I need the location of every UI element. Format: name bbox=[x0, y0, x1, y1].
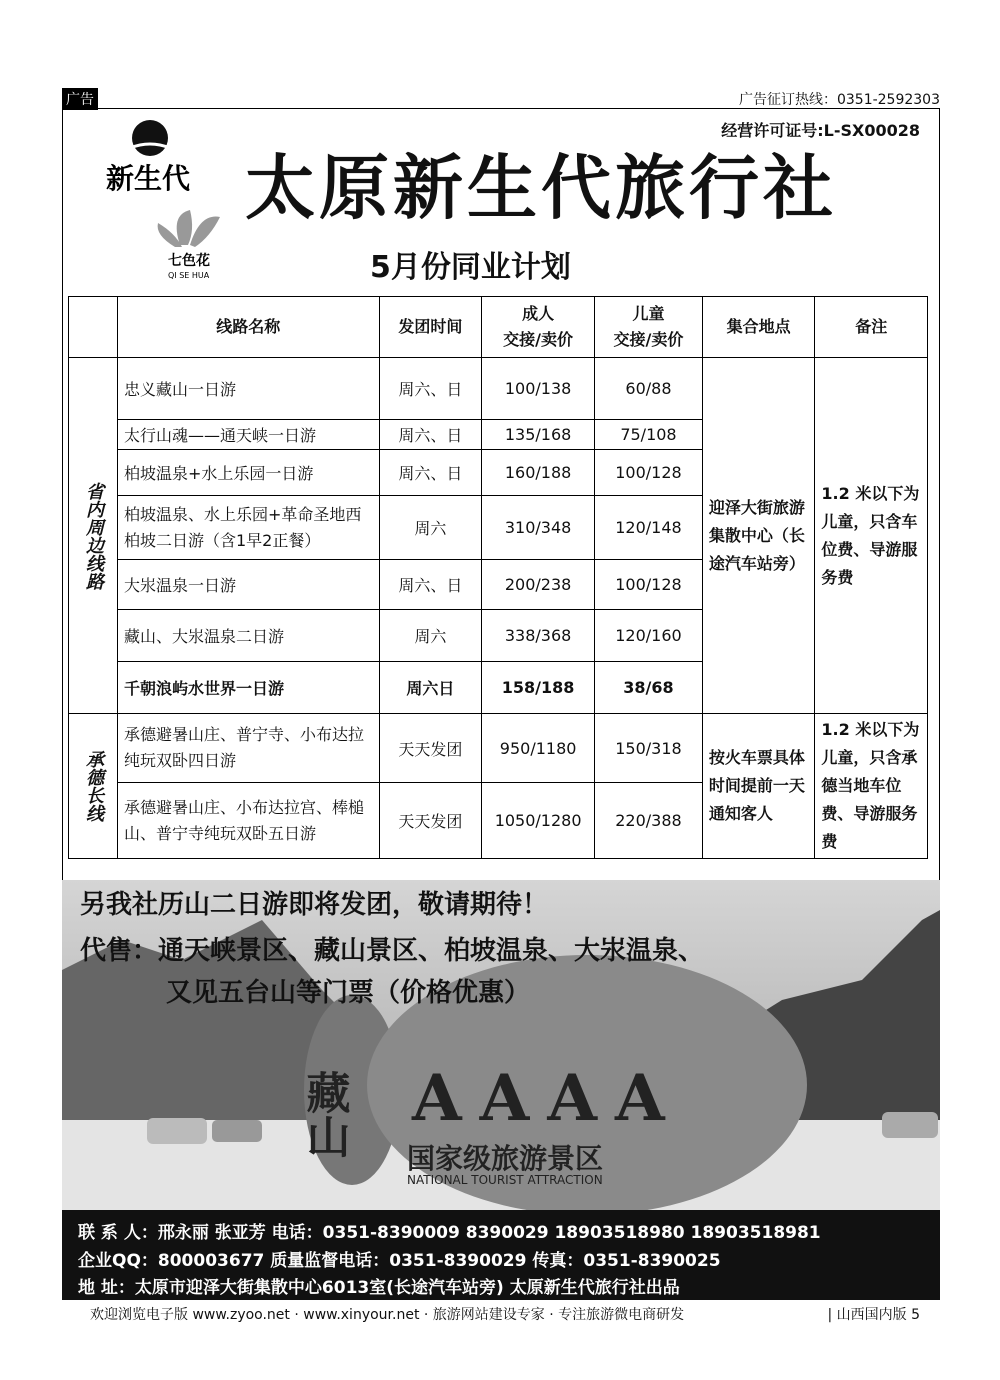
adult-price-cell: 160/188 bbox=[482, 450, 595, 496]
top-bar bbox=[62, 88, 940, 109]
qisehua-logo bbox=[150, 205, 240, 280]
contact-address: 地 址：太原市迎泽大街集散中心6013室(长途汽车站旁) 太原新生代旅行社出品 bbox=[78, 1278, 680, 1298]
announcement: 另我社历山二日游即将发团，敬请期待！ bbox=[80, 890, 549, 920]
table-row bbox=[69, 358, 928, 420]
header-time: 发团时间 bbox=[379, 297, 482, 358]
note-chengde: 1.2 米以下为儿童，只含承德当地车位费、导游服务费 bbox=[815, 714, 928, 859]
header-adult bbox=[482, 297, 595, 358]
child-price-cell: 60/88 bbox=[595, 358, 703, 420]
table-row bbox=[69, 714, 928, 783]
stone-cn: 国家级旅游景区 bbox=[407, 1142, 604, 1175]
route-cell: 大汖温泉一日游 bbox=[118, 560, 380, 610]
footer-text: 欢迎浏览电子版 www.zyoo.net · www.xinyour.net · 旅游网站建设专家 · 专注旅游微电商研发 bbox=[90, 1307, 685, 1323]
time-cell: 周六 bbox=[379, 496, 482, 560]
logo-sun-icon bbox=[132, 120, 168, 156]
route-cell: 太行山魂——通天峡一日游 bbox=[118, 420, 380, 450]
ad-hotline: 广告征订热线：0351-2592303 bbox=[738, 92, 940, 108]
contact-people: 联 系 人：邢永丽 张亚芳 电话：0351-8390009 8390029 18903518980 18903518981 bbox=[78, 1223, 821, 1243]
time-cell: 周六日 bbox=[379, 662, 482, 714]
car-icon bbox=[882, 1112, 938, 1138]
time-cell: 周六 bbox=[379, 610, 482, 662]
route-cell: 承德避暑山庄、普宁寺、小布达拉纯玩双卧四日游 bbox=[118, 714, 380, 783]
agency-title: 太原新生代旅行社 bbox=[245, 146, 837, 229]
header-child-line2: 交接/卖价 bbox=[613, 330, 684, 349]
adult-price-cell: 950/1180 bbox=[482, 714, 595, 783]
footer-page: | 山西国内版 5 bbox=[827, 1307, 920, 1323]
ticket-sales-line2: 又见五台山等门票（价格优惠） bbox=[166, 978, 531, 1008]
contact-bar bbox=[62, 1210, 940, 1300]
meeting-point-chengde: 按火车票具体时间提前一天通知客人 bbox=[702, 714, 815, 859]
tour-plan-table bbox=[68, 296, 928, 859]
child-price-cell: 120/148 bbox=[595, 496, 703, 560]
header-child-line1: 儿童 bbox=[632, 304, 665, 323]
time-cell: 天天发团 bbox=[379, 714, 482, 783]
route-cell: 柏坡温泉、水上乐园+革命圣地西柏坡二日游（含1早2正餐） bbox=[118, 496, 380, 560]
section-label-chengde: 承德长线 bbox=[69, 714, 118, 859]
contact-qq: 企业QQ：800003677 质量监督电话：0351-8390029 传真：0351-8390025 bbox=[78, 1251, 721, 1271]
stone-aaaa: AAAA bbox=[412, 1061, 683, 1136]
header-adult-line2: 交接/卖价 bbox=[503, 330, 574, 349]
adult-price-cell: 135/168 bbox=[482, 420, 595, 450]
stone-en: NATIONAL TOURIST ATTRACTION bbox=[407, 1173, 603, 1187]
adult-price-cell: 200/238 bbox=[482, 560, 595, 610]
logo1-text: 新生代 bbox=[106, 162, 191, 195]
route-cell: 忠义藏山一日游 bbox=[118, 358, 380, 420]
child-price-cell: 150/318 bbox=[595, 714, 703, 783]
logo2-sub: QI SE HUA bbox=[168, 271, 210, 280]
section-label-province: 省内周边线路 bbox=[69, 358, 118, 714]
header-route: 线路名称 bbox=[118, 297, 380, 358]
adult-price-cell: 1050/1280 bbox=[482, 783, 595, 859]
time-cell: 周六、日 bbox=[379, 420, 482, 450]
adult-price-cell: 158/188 bbox=[482, 662, 595, 714]
child-price-cell: 100/128 bbox=[595, 450, 703, 496]
route-cell: 柏坡温泉+水上乐园一日游 bbox=[118, 450, 380, 496]
flower-icon bbox=[158, 210, 220, 247]
car-icon bbox=[147, 1118, 207, 1144]
time-cell: 周六、日 bbox=[379, 450, 482, 496]
ticket-sales bbox=[80, 930, 704, 1014]
route-cell: 千朝浪屿水世界一日游 bbox=[118, 662, 380, 714]
logo2-text: 七色花 bbox=[168, 253, 210, 269]
table-header-row bbox=[69, 297, 928, 358]
ad-tag: 广告 bbox=[62, 88, 98, 110]
child-price-cell: 220/388 bbox=[595, 783, 703, 859]
child-price-cell: 75/108 bbox=[595, 420, 703, 450]
adult-price-cell: 100/138 bbox=[482, 358, 595, 420]
header-corner bbox=[69, 297, 118, 358]
adult-price-cell: 338/368 bbox=[482, 610, 595, 662]
car-icon bbox=[212, 1120, 262, 1142]
child-price-cell: 38/68 bbox=[595, 662, 703, 714]
header-note: 备注 bbox=[815, 297, 928, 358]
route-cell: 承德避暑山庄、小布达拉宫、棒槌山、普宁寺纯玩双卧五日游 bbox=[118, 783, 380, 859]
plan-subtitle: 5月份同业计划 bbox=[370, 250, 571, 285]
note-province: 1.2 米以下为儿童，只含车位费、导游服务费 bbox=[815, 358, 928, 714]
meeting-point-province: 迎泽大街旅游集散中心（长途汽车站旁） bbox=[702, 358, 815, 714]
route-cell: 藏山、大汖温泉二日游 bbox=[118, 610, 380, 662]
header-meet: 集合地点 bbox=[702, 297, 815, 358]
time-cell: 天天发团 bbox=[379, 783, 482, 859]
header-child bbox=[595, 297, 703, 358]
xinshengdai-logo bbox=[100, 118, 220, 208]
header-adult-line1: 成人 bbox=[522, 304, 555, 323]
ticket-sales-line1: 代售：通天峡景区、藏山景区、柏坡温泉、大汖温泉、 bbox=[80, 936, 705, 966]
stone-left-text: 藏山 bbox=[298, 1070, 350, 1158]
time-cell: 周六、日 bbox=[379, 358, 482, 420]
child-price-cell: 120/160 bbox=[595, 610, 703, 662]
adult-price-cell: 310/348 bbox=[482, 496, 595, 560]
license-number: 经营许可证号:L-SX00028 bbox=[721, 121, 920, 140]
time-cell: 周六、日 bbox=[379, 560, 482, 610]
child-price-cell: 100/128 bbox=[595, 560, 703, 610]
